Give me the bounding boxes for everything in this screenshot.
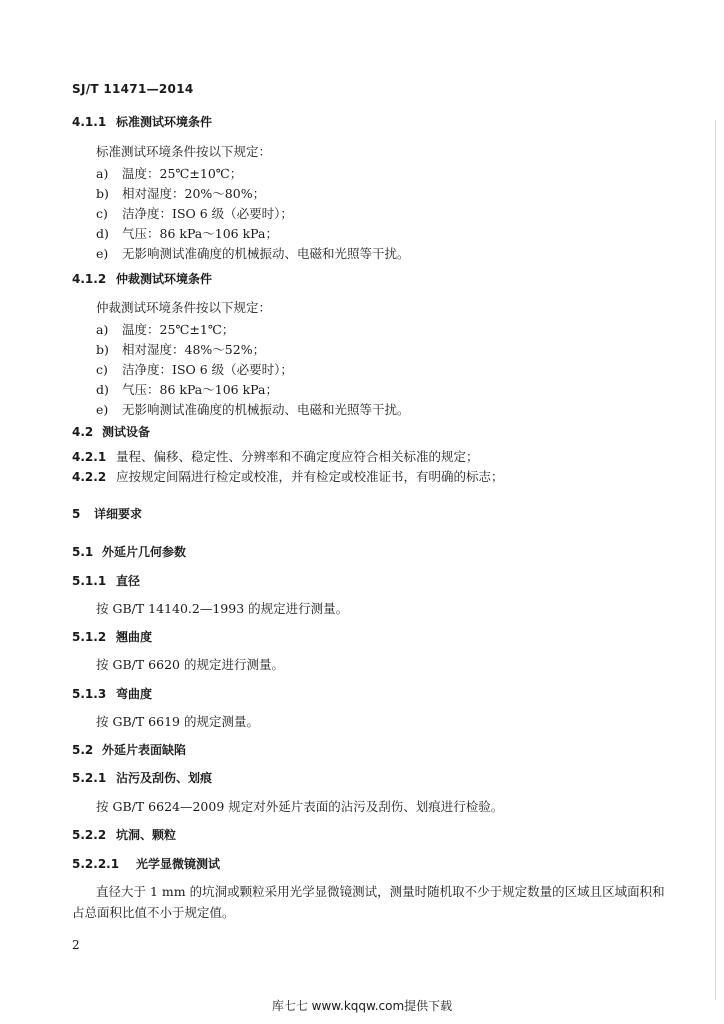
list-text: 洁净度：ISO 6 级（必要时）； [122,362,293,377]
section-number: 4.2.2 [72,470,107,484]
section-number: 4.1.2 [72,272,107,286]
section-title: 标准测试环境条件 [116,115,213,129]
section-number: 4.2.1 [72,450,107,464]
list-text: 气压：86 kPa～106 kPa； [122,382,278,397]
section-title: 外延片表面缺陷 [102,743,187,757]
section-heading-5-1-3 [72,685,152,702]
list-item [96,164,242,182]
section-heading-5-1-2 [72,628,152,645]
section-title: 详细要求 [94,507,143,521]
list-item [96,204,293,222]
list-item [96,244,410,262]
section-title: 仲裁测试环境条件 [116,272,213,286]
list-label: d) [96,226,109,241]
section-number: 5.2.2 [72,828,107,842]
section-title: 坑洞、颗粒 [116,828,177,842]
list-text: 温度：25℃±10℃； [122,166,243,181]
section-number: 5.2 [72,743,94,757]
list-label: e) [96,246,109,261]
section-title: 光学显微镜测试 [136,857,221,871]
list-label: c) [96,362,108,377]
list-label: a) [96,166,109,181]
list-text: 相对湿度：48%～52%； [122,342,266,357]
clause-4-2-1 [72,447,479,465]
list-label: e) [96,402,109,417]
section-number: 5.2.2.1 [72,857,120,871]
clause-text-5-1-1: 按 GB/T 14140.2—1993 的规定进行测量。 [96,601,349,616]
list-text: 无影响测试准确度的机械振动、电磁和光照等干扰。 [122,246,410,261]
list-label: a) [96,322,109,337]
section-heading-5-2-1 [72,769,212,786]
section-number: 5.1.1 [72,574,107,588]
section-title: 直径 [116,574,141,588]
list-text: 无影响测试准确度的机械振动、电磁和光照等干扰。 [122,402,410,417]
download-footer: 库七七 www.kqqw.com提供下载 [271,999,453,1013]
section-number: 5.1.2 [72,630,107,644]
section-heading-4-1-2 [72,270,212,287]
section-title: 测试设备 [102,425,151,439]
list-text: 洁净度：ISO 6 级（必要时）； [122,206,293,221]
section-heading-4-1-1 [72,113,212,130]
list-text: 相对湿度：20%～80%； [122,186,266,201]
section-heading-5-2-2 [72,826,176,843]
section-number: 5.1 [72,545,94,559]
list-label: b) [96,342,109,357]
clause-text: 应按规定间隔进行检定或校准，并有检定或校准证书，有明确的标志； [116,469,504,484]
list-item [96,380,278,398]
section-title: 翘曲度 [116,630,153,644]
section-number: 5.2.1 [72,771,107,785]
section-number: 5.1.3 [72,687,107,701]
clause-text-5-2-1: 按 GB/T 6624—2009 规定对外延片表面的沾污及刮伤、划痕进行检验。 [96,799,504,814]
page-number: 2 [72,938,80,952]
standard-code-header: SJ/T 11471—2014 [72,82,194,96]
section-title: 沾污及刮伤、划痕 [116,771,213,785]
section-number: 4.2 [72,425,94,439]
section-intro-4-1-2: 仲裁测试环境条件按以下规定： [96,300,272,315]
section-heading-5-1-1 [72,572,140,589]
list-item [96,224,278,242]
list-item [96,320,234,338]
page-edge-line [715,120,716,1000]
chapter-heading-5 [72,505,142,522]
section-heading-5-2 [72,741,186,758]
section-heading-5-1 [72,543,186,560]
section-heading-4-2 [72,423,150,440]
list-item [96,340,265,358]
list-label: b) [96,186,109,201]
section-intro-4-1-1: 标准测试环境条件按以下规定： [96,144,272,159]
list-item [96,360,293,378]
list-item [96,184,265,202]
list-label: d) [96,382,109,397]
clause-text-5-1-3: 按 GB/T 6619 的规定测量。 [96,714,259,729]
clause-4-2-2 [72,467,504,485]
list-label: c) [96,206,108,221]
list-text: 温度：25℃±1℃； [122,322,235,337]
list-item [96,400,410,418]
section-heading-5-2-2-1 [72,855,220,872]
clause-text-5-1-2: 按 GB/T 6620 的规定进行测量。 [96,657,284,672]
clause-text-5-2-2-1: 直径大于 1 mm 的坑洞或颗粒采用光学显微镜测试，测量时随机取不少于规定数量的区域且区域面积和占总面积比值不小于规定值。 [72,884,665,920]
section-title: 外延片几何参数 [102,545,187,559]
section-number: 5 [72,507,81,521]
section-title: 弯曲度 [116,687,153,701]
section-number: 4.1.1 [72,115,107,129]
list-text: 气压：86 kPa～106 kPa； [122,226,278,241]
clause-text: 量程、偏移、稳定性、分辨率和不确定度应符合相关标准的规定； [116,449,479,464]
